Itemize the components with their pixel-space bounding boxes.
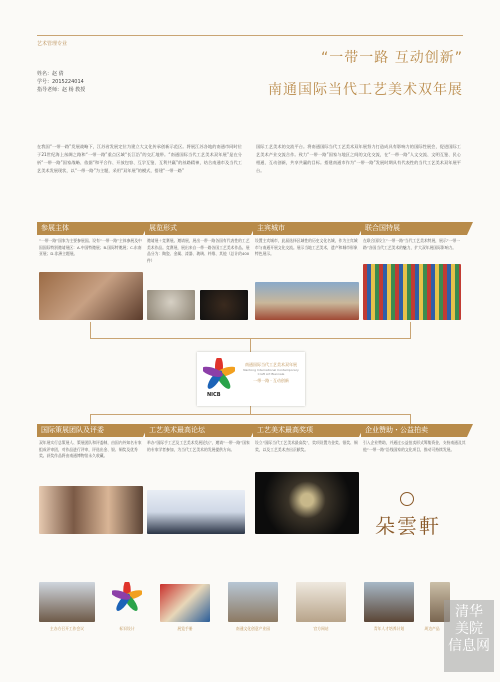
title-slogan: “一带一路 互动创新” xyxy=(321,50,463,66)
logo-en-name: Nantong International Contemporary Craft Art Biennale xyxy=(243,368,299,376)
thumb-logo-icon xyxy=(112,582,142,612)
thumb-brochure xyxy=(160,584,210,622)
connector-line xyxy=(90,414,91,424)
thumb-label: 展览手册 xyxy=(177,626,193,631)
thumb-label: 青年人才培养计划 xyxy=(373,626,405,631)
connector-line xyxy=(410,322,411,338)
logo-cn-name: 南通国际当代工艺美术双年展 xyxy=(245,362,297,367)
section-title-participants: 参展主体 xyxy=(37,222,143,235)
section-title-format: 展览形式 xyxy=(145,222,251,235)
section-text-award: 设立“国际当代工艺美术最高奖”，奖项设置为金奖、银奖、铜奖，以及工艺美术杰出贡献奖。 xyxy=(255,440,358,452)
section-title-sponsor: 企业赞助・公益拍卖 xyxy=(361,424,467,437)
section-title-curators: 国际策展团队及评委 xyxy=(37,424,143,437)
thumb-label: 南通文化创意产业园 xyxy=(235,626,271,631)
ring-photo xyxy=(200,290,248,320)
watermark-line: 信息网 xyxy=(448,638,490,654)
major-label: 艺术管理专业 xyxy=(37,41,68,47)
header-divider xyxy=(37,35,463,36)
thumb-label: 标识设计 xyxy=(119,626,135,631)
intro-right: 国际工艺美术的交流平台。将南通国际当代工艺美术双年展努力打造成具有影响力的国际性展会，促进国际工艺美术产业交流合作。致力“一带一路”国家与地区之间的文化交流，在“一带一路”人文交流、文明互鉴、民心相通、互动创新，共享共赢的目标。搭建南通市作为“一带一路”发展时期具有代表性的当代工艺美术双年展平台。 xyxy=(256,144,461,173)
thumb-meeting xyxy=(39,582,95,622)
section-text-forum: 举办“国际手工艺及工艺美术发展论坛”，邀请“一带一路”国家的专家学者参加，为当代工艺美术的发展提供方向。 xyxy=(147,440,250,452)
section-text-curators: 双年展实行总策展人、策展团队和评委制，由国内外知名专家组成评审团，对作品进行评审，评选出金、银、铜奖及优秀奖。获奖作品将由南通博物馆永久收藏。 xyxy=(39,440,142,458)
intro-left: 在我国“一带一路”发展战略下，江苏省发展定位为建立大文化传承创新示范区。将展江苏各地的南通市同时位于21世纪海上丝绸之路和“一带一路”重点区域“长江沿”的交汇地带。“南通国际当代工艺美术双年展”是在分析“一带一路”国家战略、依据“和平合作、开放包容、互学互鉴、互利共赢”的丝路精神，结合南通市及当代工艺美术发展现状，以“一带一路”为主题，采用“双年展”的模式，搭建“一带一路” xyxy=(37,144,242,173)
forum-speaker-photo xyxy=(147,490,245,534)
sponsor-brand: 朵雲軒 xyxy=(375,514,441,538)
thumb-website xyxy=(296,582,346,622)
section-text-un: 在联合国设立“一带一路”当代工艺美术特展，展示“一带一路”各国当代工艺美术的魅力，扩大双年展国际影响力。 xyxy=(363,238,461,250)
student-info xyxy=(37,70,85,94)
logo-text xyxy=(242,362,300,384)
trophy-photo xyxy=(255,472,359,534)
flags-photo xyxy=(363,264,461,320)
title-exhibition: 南通国际当代工艺美术双年展 xyxy=(268,82,463,98)
student-id: 学号：2015224014 xyxy=(37,79,84,85)
watermark xyxy=(444,600,494,672)
judges-photo xyxy=(39,486,143,534)
thumb-label: 周边产品 xyxy=(424,626,440,631)
logo-acronym: NICB xyxy=(207,392,221,398)
participants-photo xyxy=(39,272,143,320)
watermark-line: 清华 xyxy=(455,604,483,620)
student-name: 姓名：赵 倩 xyxy=(37,71,64,77)
nicb-star-icon xyxy=(203,358,235,390)
thumb-label: 主办方召开工作会议 xyxy=(49,626,85,631)
thumb-youth xyxy=(364,582,414,622)
thumb-label: 官方网站 xyxy=(313,626,329,631)
advisor: 指导老师：赵 杨 教授 xyxy=(37,87,86,93)
section-text-participants: “一带一路”国家为主要参展国。设有“一带一路”主体参展及中国国际特别邀请展区：A.中国特邀展；B.国际特邀展；C.东南亚展；D.非洲主题展。 xyxy=(39,238,142,256)
section-title-award: 工艺美术最高奖项 xyxy=(253,424,359,437)
connector-line xyxy=(250,338,251,352)
city-photo xyxy=(255,282,359,320)
section-title-forum: 工艺美术最高论坛 xyxy=(145,424,251,437)
connector-line xyxy=(250,406,251,414)
section-title-un: 联合国特展 xyxy=(361,222,467,235)
watermark-line: 美院 xyxy=(455,621,483,637)
section-text-guest-city: 设置主宾城市，此届选择区域性的历史文化名城，作为主宾城市与南通开展文化交流。展示当地工艺美术，遗产和城市形象特色展示。 xyxy=(255,238,358,256)
connector-line xyxy=(90,414,411,415)
logo-slogan: 一带一路 · 互动创新 xyxy=(253,378,289,383)
section-text-format: 邀请展＋竞赛展。邀请展，展出一带一路各国有代表性的工艺美术作品。竞赛展，展出来自一带一路各国工艺美术作品。展品分为：陶瓷、金属、漆器、玻璃、纤维、其他（总计约400件） xyxy=(147,238,250,263)
thumb-park xyxy=(228,582,278,622)
section-title-guest-city: 主宾城市 xyxy=(253,222,359,235)
brand-seal-icon xyxy=(400,492,414,506)
nicb-logo-card xyxy=(197,352,305,406)
connector-line xyxy=(410,414,411,424)
vessel-photo xyxy=(147,290,195,320)
connector-line xyxy=(90,322,91,338)
section-text-sponsor: 引入企业赞助，并通过公益拍卖形式筹集资金，支持南通及其他“一带一路”沿线国家的文化项目，推动可持续发展。 xyxy=(363,440,466,452)
